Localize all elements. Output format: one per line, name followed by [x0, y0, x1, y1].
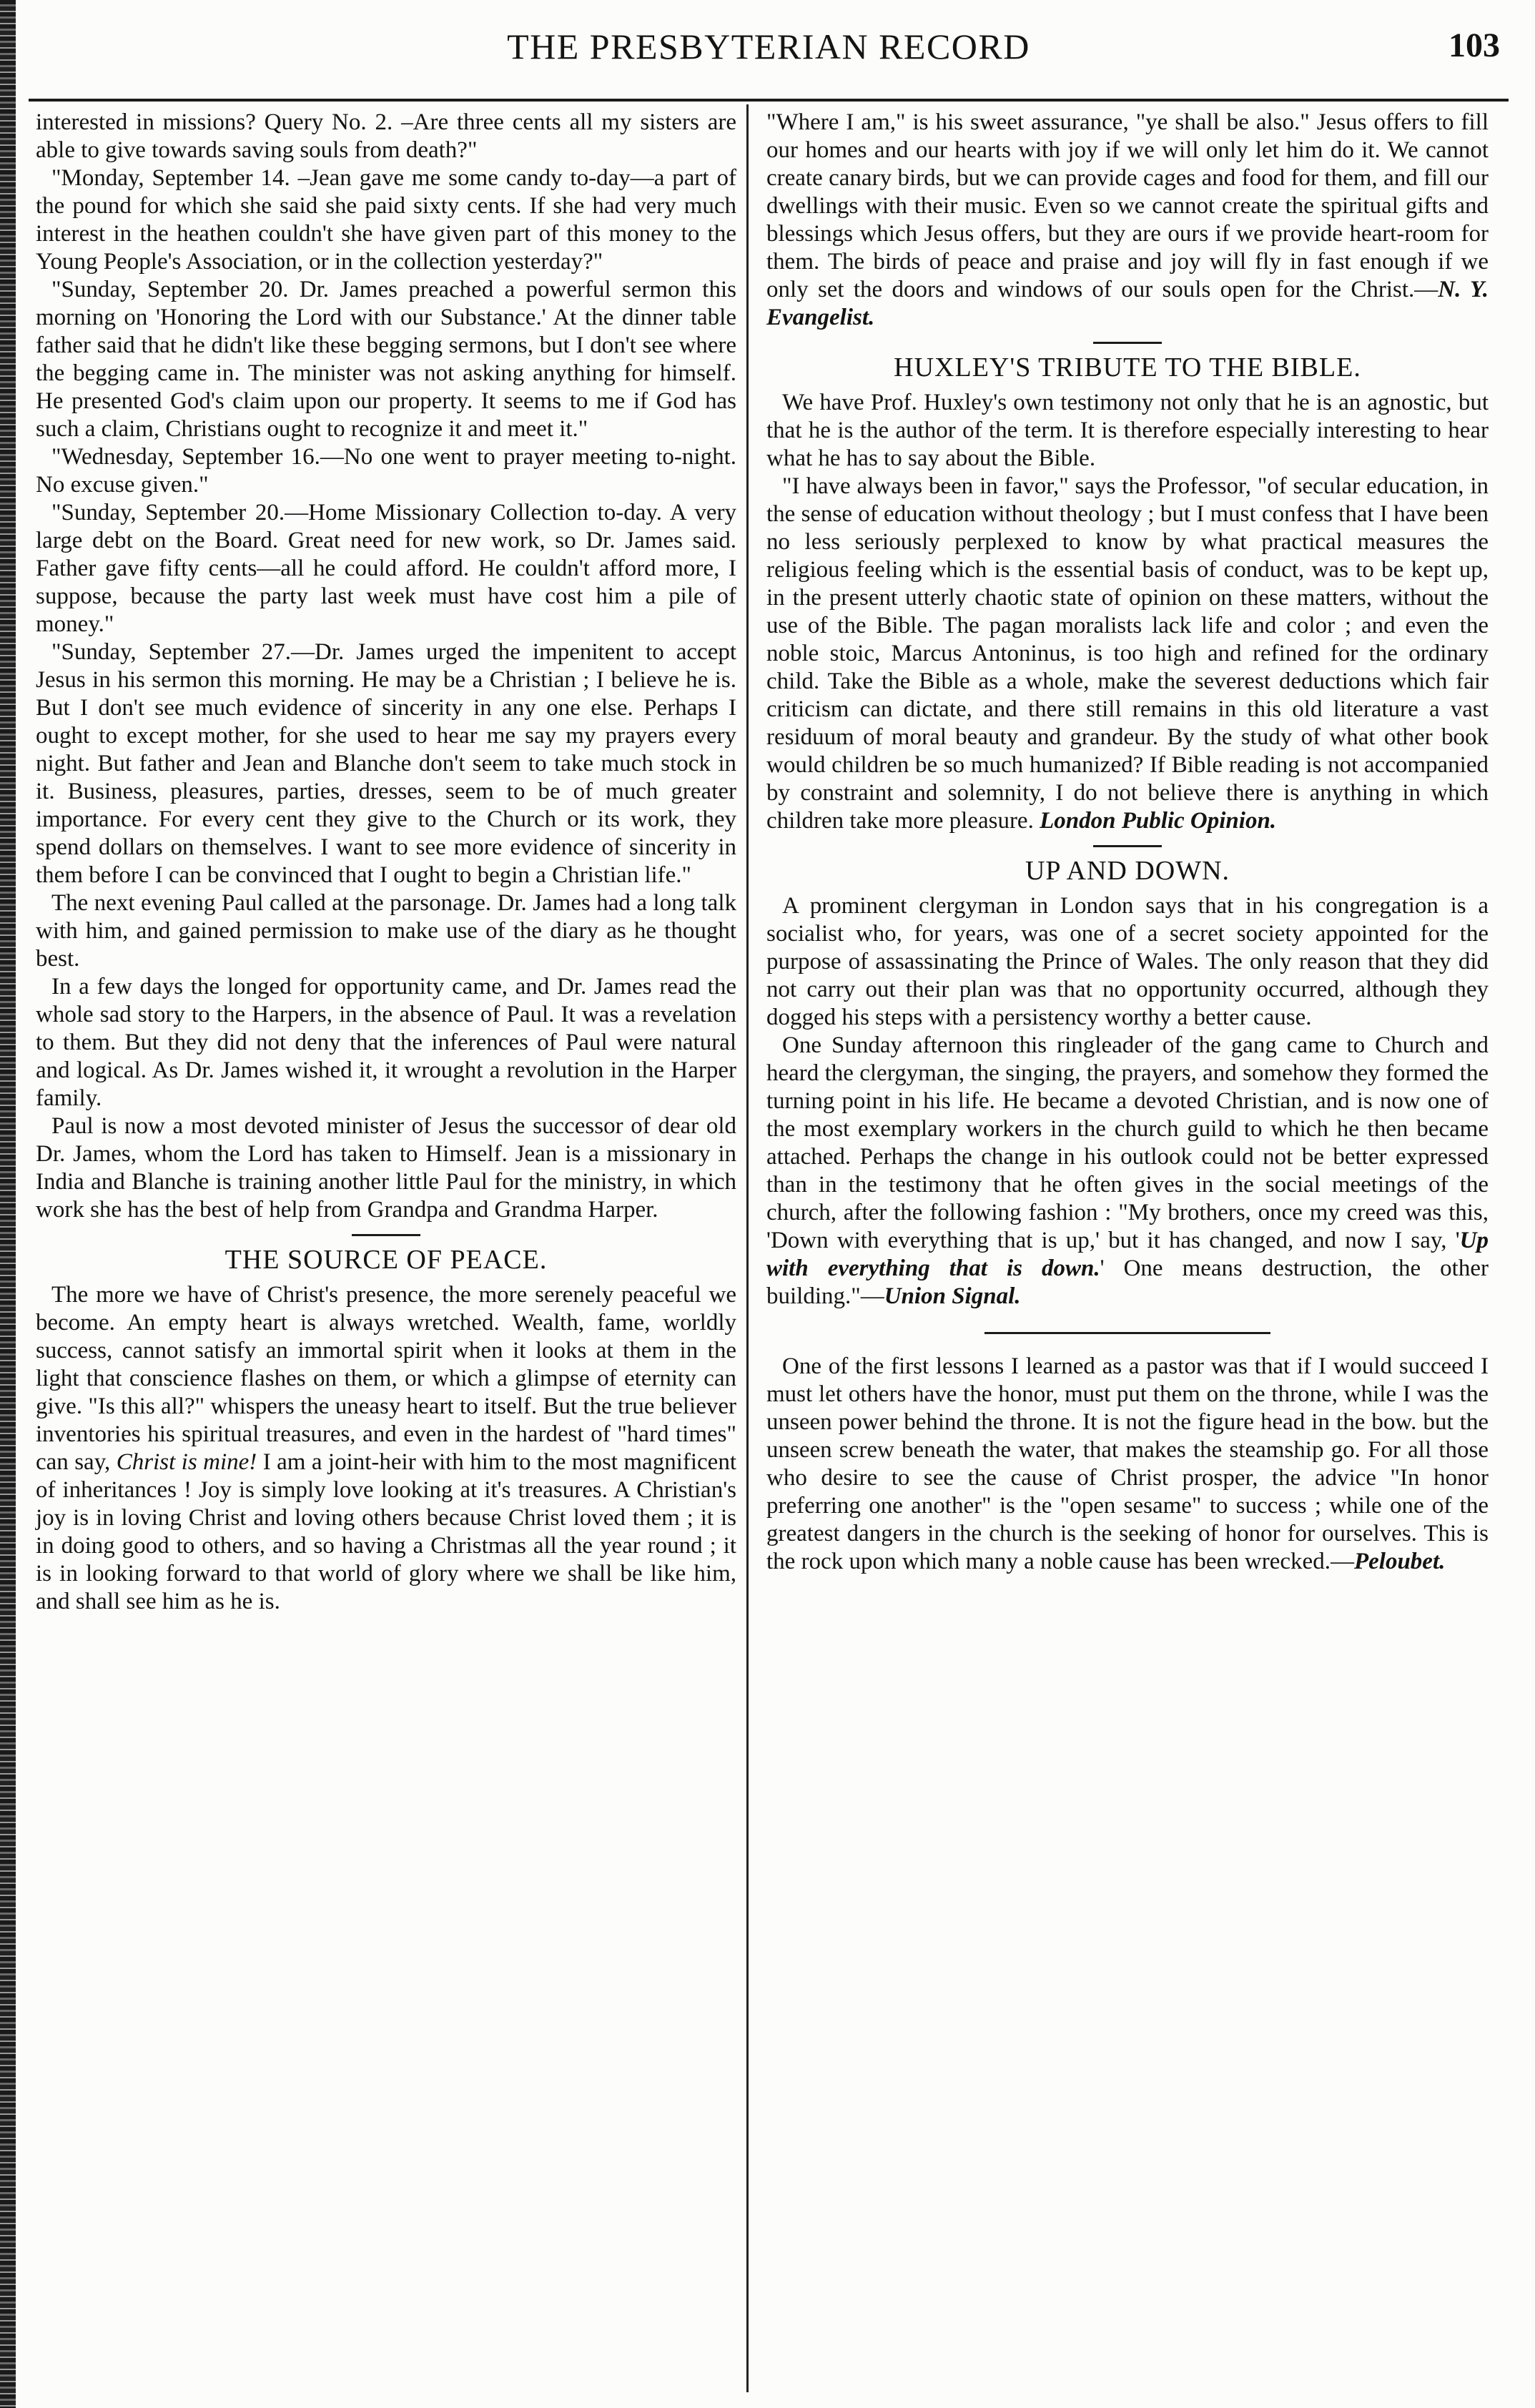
page-number: 103: [1448, 26, 1500, 64]
paragraph-text: ' One means destruction, the other building."—: [766, 1255, 1489, 1309]
paragraph-text: One Sunday afternoon this ringleader of the gang came to Church and heard the clergyman, the singing, the prayers, and somehow they formed the turning point in his life. He became a devoted Christian, and is now one of the most exemplary workers in the church guild to which he then became attached. Perhaps the change in his outlook could not be better expressed than in the testimony that he often gives in the social meetings of the church, after the following fashion : "My brothers, once my creed was this, 'Down with everything that is up,' but it has changed, and now I say, ': [766, 1032, 1489, 1253]
up-and-down-paragraph: A prominent clergyman in London says that in his congregation is a socialist who, for years, was one of a secret society appointed for the purpose of assassinating the Prince of Wales. The only reason that they did not carry out their plan was that no opportunity occurred, although they dogged his steps with a persistency worthy a better cause.: [766, 893, 1489, 1030]
diary-paragraph: "Sunday, September 20.—Home Missionary Collection to-day. A very large debt on the Board. Great need for new work, so Dr. James said. Father gave fifty cents—all he could afford. He couldn't afford more, I suppose, because the party last week must have cost him a pile of money.": [36, 500, 736, 637]
left-column: [36, 109, 736, 1616]
diary-paragraph: "Sunday, September 27.—Dr. James urged the impenitent to accept Jesus in his sermon this morning. He may be a Christian ; I believe he is. But I don't see much evidence of sincerity in any one else. Perhaps I ought to except mother, for she used to hear me say my prayers every night. But father and Jean and Blanche don't seem to take much stock in it. Business, pleasures, parties, dresses, seem to be of much greater importance. For every cent they give to the Church or its work, they spend dollars on themselves. I want to see more evidence of sincerity in them before I can be convinced that I ought to begin a Christian life.": [36, 639, 736, 888]
column-divider: [746, 104, 749, 2392]
header-rule: [29, 99, 1509, 102]
page-header: [29, 20, 1509, 84]
binding-edge: [0, 0, 16, 2408]
diary-paragraph: "Monday, September 14. –Jean gave me some candy to-day—a part of the pound for which she said she paid sixty cents. If she had very much interest in the heathen couldn't she have given part of this money to the Young People's Association, or in the collection yesterday?": [36, 165, 736, 275]
huxley-paragraph: [766, 473, 1489, 835]
source-byline: Peloubet.: [1353, 1549, 1446, 1574]
diary-paragraph: "Wednesday, September 16.—No one went to prayer meeting to-night. No excuse given.": [36, 444, 736, 498]
section-rule: [352, 1234, 420, 1236]
source-byline: Union Signal.: [884, 1283, 1021, 1309]
running-title: THE PRESBYTERIAN RECORD: [507, 26, 1030, 66]
story-paragraph: In a few days the longed for opportunity came, and Dr. James read the whole sad story to the Harpers, in the absence of Paul. It was a revelation to them. But they did not deny that the inferences of Paul were natural and logical. As Dr. James wished it, it wrought a revolution in the Harper family.: [36, 974, 736, 1111]
article-title-source-of-peace: THE SOURCE OF PEACE.: [224, 1245, 548, 1275]
canary-paragraph: [766, 109, 1489, 332]
paragraph-text: One of the first lessons I learned as a pastor was that if I would succeed I must let others have the honor, must put them on the throne, while I was the unseen power behind the throne. It is not the figure head in the bow. but the unseen screw beneath the water, that makes the steamship go. For all those who desire to see the cause of Christ prosper, the advice "In honor preferring one another" is the "open sesame" to success ; while one of the greatest dangers in the church is the seeking of honor for ourselves. This is the rock upon which many a noble cause has been wrecked.—: [766, 1353, 1489, 1574]
italic-phrase: Christ is mine!: [116, 1449, 257, 1475]
huxley-paragraph: We have Prof. Huxley's own testimony not only that he is an agnostic, but that he is the author of the term. It is therefore especially interesting to hear what he has to say about the Bible.: [766, 390, 1489, 471]
lessons-paragraph: [766, 1353, 1489, 1576]
section-rule: [1093, 342, 1162, 344]
section-rule: [1093, 845, 1162, 847]
source-byline: N. Y. Evangelist.: [766, 277, 1489, 330]
paragraph-text: "I have always been in favor," says the Professor, "of secular education, in the sense of education without theology ; but I must confess that I have been no less seriously perplexed to know by what practical measures the religious feeling which is the essential basis of conduct, was to be kept up, in the present utterly chaotic state of opinion on these matters, without the use of the Bible. The pagan moralists lack life and color ; and even the noble stoic, Marcus Antoninus, is too high and refined for the ordinary child. Take the Bible as a whole, make the severest deductions which fair criticism can dictate, and there still remains in this old literature a vast residuum of moral beauty and grandeur. By the study of what other book would children be so much humanized? If Bible reading is not accompanied by constraint and solemnity, I do not believe there is anything in which children take more pleasure.: [766, 473, 1489, 834]
paragraph-text: The more we have of Christ's presence, the more serenely peaceful we become. An empty heart is always wretched. Wealth, fame, worldly success, cannot satisfy an immortal spirit when it looks at them in the light that conscience flashes on them, or which a glimpse of eternity can give. "Is this all?" whispers the uneasy heart to itself. But the true believer inventories his spiritual treasures, and even in the hardest of "hard times" can say,: [36, 1282, 736, 1475]
up-and-down-paragraph: [766, 1032, 1489, 1311]
diary-paragraph: "Sunday, September 20. Dr. James preached a powerful sermon this morning on 'Honoring the Lord with our Substance.' At the dinner table father said that he didn't like these begging sermons, but I don't see where the begging came in. The minister was not asking anything for himself. He presented God's claim upon our property. It seems to me if God has such a claim, Christians ought to recognize it and meet it.": [36, 277, 736, 442]
source-of-peace-paragraph: [36, 1281, 736, 1616]
article-title-huxley: HUXLEY'S TRIBUTE TO THE BIBLE.: [894, 352, 1361, 383]
right-column: [766, 109, 1489, 1576]
diary-paragraph: interested in missions? Query No. 2. –Are three cents all my sisters are able to give towards saving souls from death?": [36, 109, 736, 163]
story-paragraph: The next evening Paul called at the parsonage. Dr. James had a long talk with him, and gained permission to make use of the diary as he thought best.: [36, 890, 736, 972]
source-byline: London Public Opinion.: [1040, 808, 1277, 834]
story-paragraph: Paul is now a most devoted minister of Jesus the successor of dear old Dr. James, whom the Lord has taken to Himself. Jean is a missionary in India and Blanche is training another little Paul for the ministry, in which work she has the best of help from Grandpa and Grandma Harper.: [36, 1113, 736, 1223]
paragraph-text: "Where I am," is his sweet assurance, "ye shall be also." Jesus offers to fill our homes and our hearts with joy if we will only let him do it. We cannot create canary birds, but we can provide cages and food for them, and fill our dwellings with their music. Even so we cannot create the spiritual gifts and blessings which Jesus offers, but they are ours if we provide heart-room for them. The birds of peace and praise and joy will fly in fast enough if we only set the doors and windows of our souls open for the Christ.—: [766, 109, 1489, 302]
italic-phrase: Up with everything that is down.: [766, 1228, 1489, 1281]
paragraph-text: I am a joint-heir with him to the most magnificent of inheritances ! Joy is simply love looking at it's treasures. A Christian's joy is in loving Christ and loving others because Christ loved them ; it is in doing good to others, and so having a Christmas all the year round ; it is in looking forward to that world of glory where we shall be like him, and shall see him as he is.: [36, 1449, 736, 1614]
section-rule: [984, 1332, 1270, 1334]
article-title-up-and-down: UP AND DOWN.: [1025, 856, 1230, 886]
